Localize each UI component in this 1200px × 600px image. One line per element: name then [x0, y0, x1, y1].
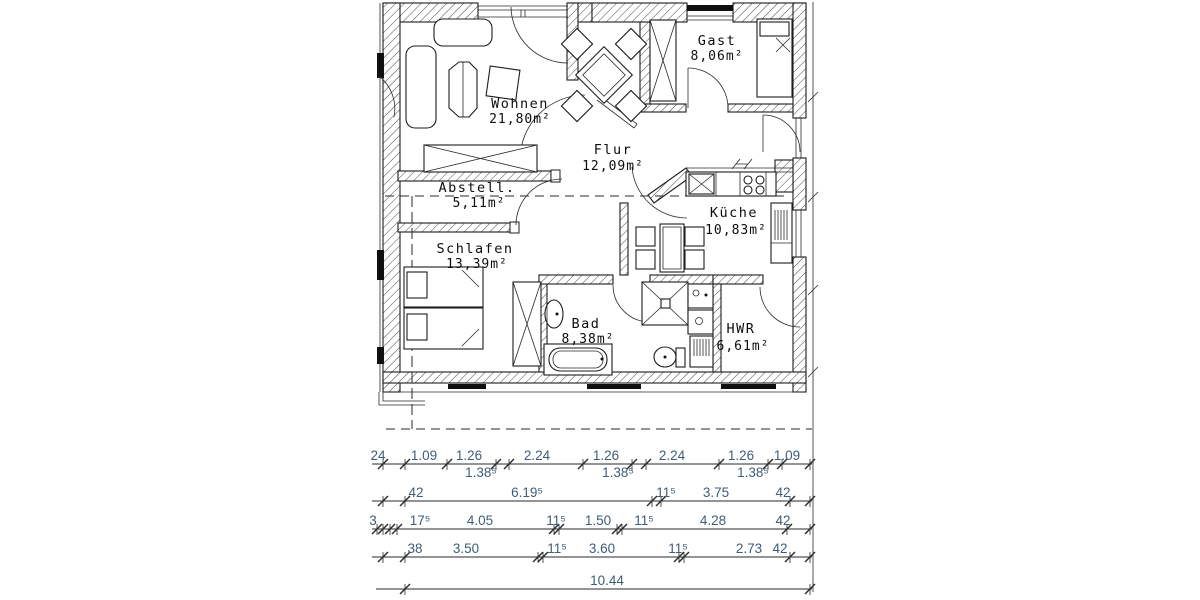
dimension-value: 2.24 — [658, 448, 686, 463]
bathtub-icon — [544, 344, 612, 375]
bath-sink-icon — [545, 300, 563, 328]
svg-text:Flur: Flur — [593, 142, 633, 158]
dimension-row-4 — [372, 541, 815, 563]
svg-text:Wohnen: Wohnen — [491, 96, 549, 112]
svg-text:12,09m²: 12,09m² — [582, 159, 644, 174]
dimension-value: 17⁵ — [409, 513, 431, 528]
schlafen-wardrobe — [513, 282, 541, 366]
dimension-value: 4.28 — [699, 513, 727, 528]
gast-window — [687, 5, 733, 20]
vertical-reference-line — [808, 2, 818, 592]
dimension-sub-value: 1.38⁵ — [465, 465, 497, 480]
svg-text:Schlafen: Schlafen — [436, 241, 514, 257]
dimension-value: 2.73 — [735, 541, 763, 556]
dimension-value: 3 — [369, 513, 377, 528]
dimension-value: 42 — [775, 513, 791, 528]
vestibule-door-arc — [763, 115, 800, 152]
faucet-icon — [732, 159, 752, 169]
wall-flur-kueche — [620, 203, 628, 275]
sideboard — [424, 145, 537, 172]
room-label-wohnen — [489, 96, 551, 127]
bottom-windows — [383, 384, 806, 392]
room-label-flur — [582, 142, 644, 174]
svg-text:8,38m²: 8,38m² — [561, 332, 615, 347]
svg-text:HWR: HWR — [726, 321, 756, 337]
dimension-sub-value: 1.38⁵ — [737, 465, 769, 480]
gast-door-arc — [688, 68, 728, 108]
svg-text:8,06m²: 8,06m² — [690, 49, 744, 64]
svg-text:6,61m²: 6,61m² — [716, 339, 770, 354]
dimension-value: 6.19⁵ — [511, 485, 543, 500]
dimension-value: 4.05 — [466, 513, 494, 528]
schlafen-door-arc — [516, 179, 562, 225]
gast-bed — [757, 19, 792, 97]
wall-dining-gast — [640, 22, 650, 104]
dimension-value: 11⁵ — [546, 513, 566, 528]
double-bed — [404, 267, 483, 349]
wall-abstell-schlafen — [398, 223, 510, 232]
dimension-value: 1.26 — [727, 448, 755, 463]
dimension-sub-value: 1.38⁵ — [602, 465, 634, 480]
dimension-row-1 — [370, 448, 815, 480]
dimension-value: 38 — [407, 541, 423, 556]
dimension-row-3 — [369, 513, 815, 535]
dimension-value: 3.60 — [588, 541, 616, 556]
dimension-value: 11⁵ — [634, 513, 654, 528]
room-label-hwr — [717, 321, 770, 354]
room-label-gast — [691, 33, 744, 64]
dimension-value: 1.50 — [584, 513, 612, 528]
room-label-schlafen — [436, 241, 513, 272]
wall-kueche-diagonal — [648, 168, 692, 203]
dimension-row-2 — [372, 485, 815, 507]
kitchen-counter — [686, 159, 776, 196]
svg-text:21,80m²: 21,80m² — [489, 112, 551, 127]
dimension-value: 24 — [370, 448, 386, 463]
room-label-kueche — [705, 205, 767, 238]
dimension-value: 1.26 — [455, 448, 483, 463]
side-table — [486, 66, 520, 100]
dimension-value: 11⁵ — [547, 541, 567, 556]
dimension-value: 1.09 — [410, 448, 438, 463]
svg-text:Gast: Gast — [697, 33, 737, 49]
dimension-value: 11⁵ — [656, 485, 676, 500]
dimension-value: 3.50 — [452, 541, 480, 556]
appliances — [688, 284, 713, 367]
dimension-row-5 — [376, 573, 815, 595]
dimension-value: 2.24 — [523, 448, 551, 463]
toilet-icon — [654, 347, 685, 367]
room-label-abstell — [438, 180, 515, 211]
dimension-chains — [369, 448, 815, 595]
lounge-chair — [449, 62, 477, 117]
terrace-door-arc — [511, 7, 568, 63]
dimension-value: 11⁵ — [668, 541, 688, 556]
corner-step — [383, 392, 425, 401]
gast-wardrobe — [650, 20, 676, 101]
sink-icon — [689, 174, 714, 194]
wall-bad-hwr — [713, 284, 721, 372]
dimension-value: 1.26 — [592, 448, 620, 463]
dimension-value: 42 — [775, 485, 791, 500]
svg-text:5,11m²: 5,11m² — [452, 196, 506, 211]
dimension-value: 10.44 — [590, 573, 624, 588]
dimension-value: 3.75 — [702, 485, 730, 500]
corner-step — [379, 392, 425, 405]
svg-text:Bad: Bad — [571, 316, 601, 332]
dimension-value: 1.09 — [773, 448, 801, 463]
shower-icon — [642, 282, 688, 325]
dimension-value: 42 — [772, 541, 788, 556]
kitchen-table — [636, 224, 704, 272]
kitchen-tall-unit — [771, 203, 792, 263]
room-label-bad — [562, 316, 615, 347]
dimension-value: 42 — [408, 485, 424, 500]
svg-text:Küche: Küche — [709, 205, 759, 221]
svg-text:Abstell.: Abstell. — [438, 180, 516, 196]
svg-text:13,39m²: 13,39m² — [446, 257, 508, 272]
terrace-door — [478, 6, 568, 17]
svg-text:10,83m²: 10,83m² — [705, 223, 767, 238]
